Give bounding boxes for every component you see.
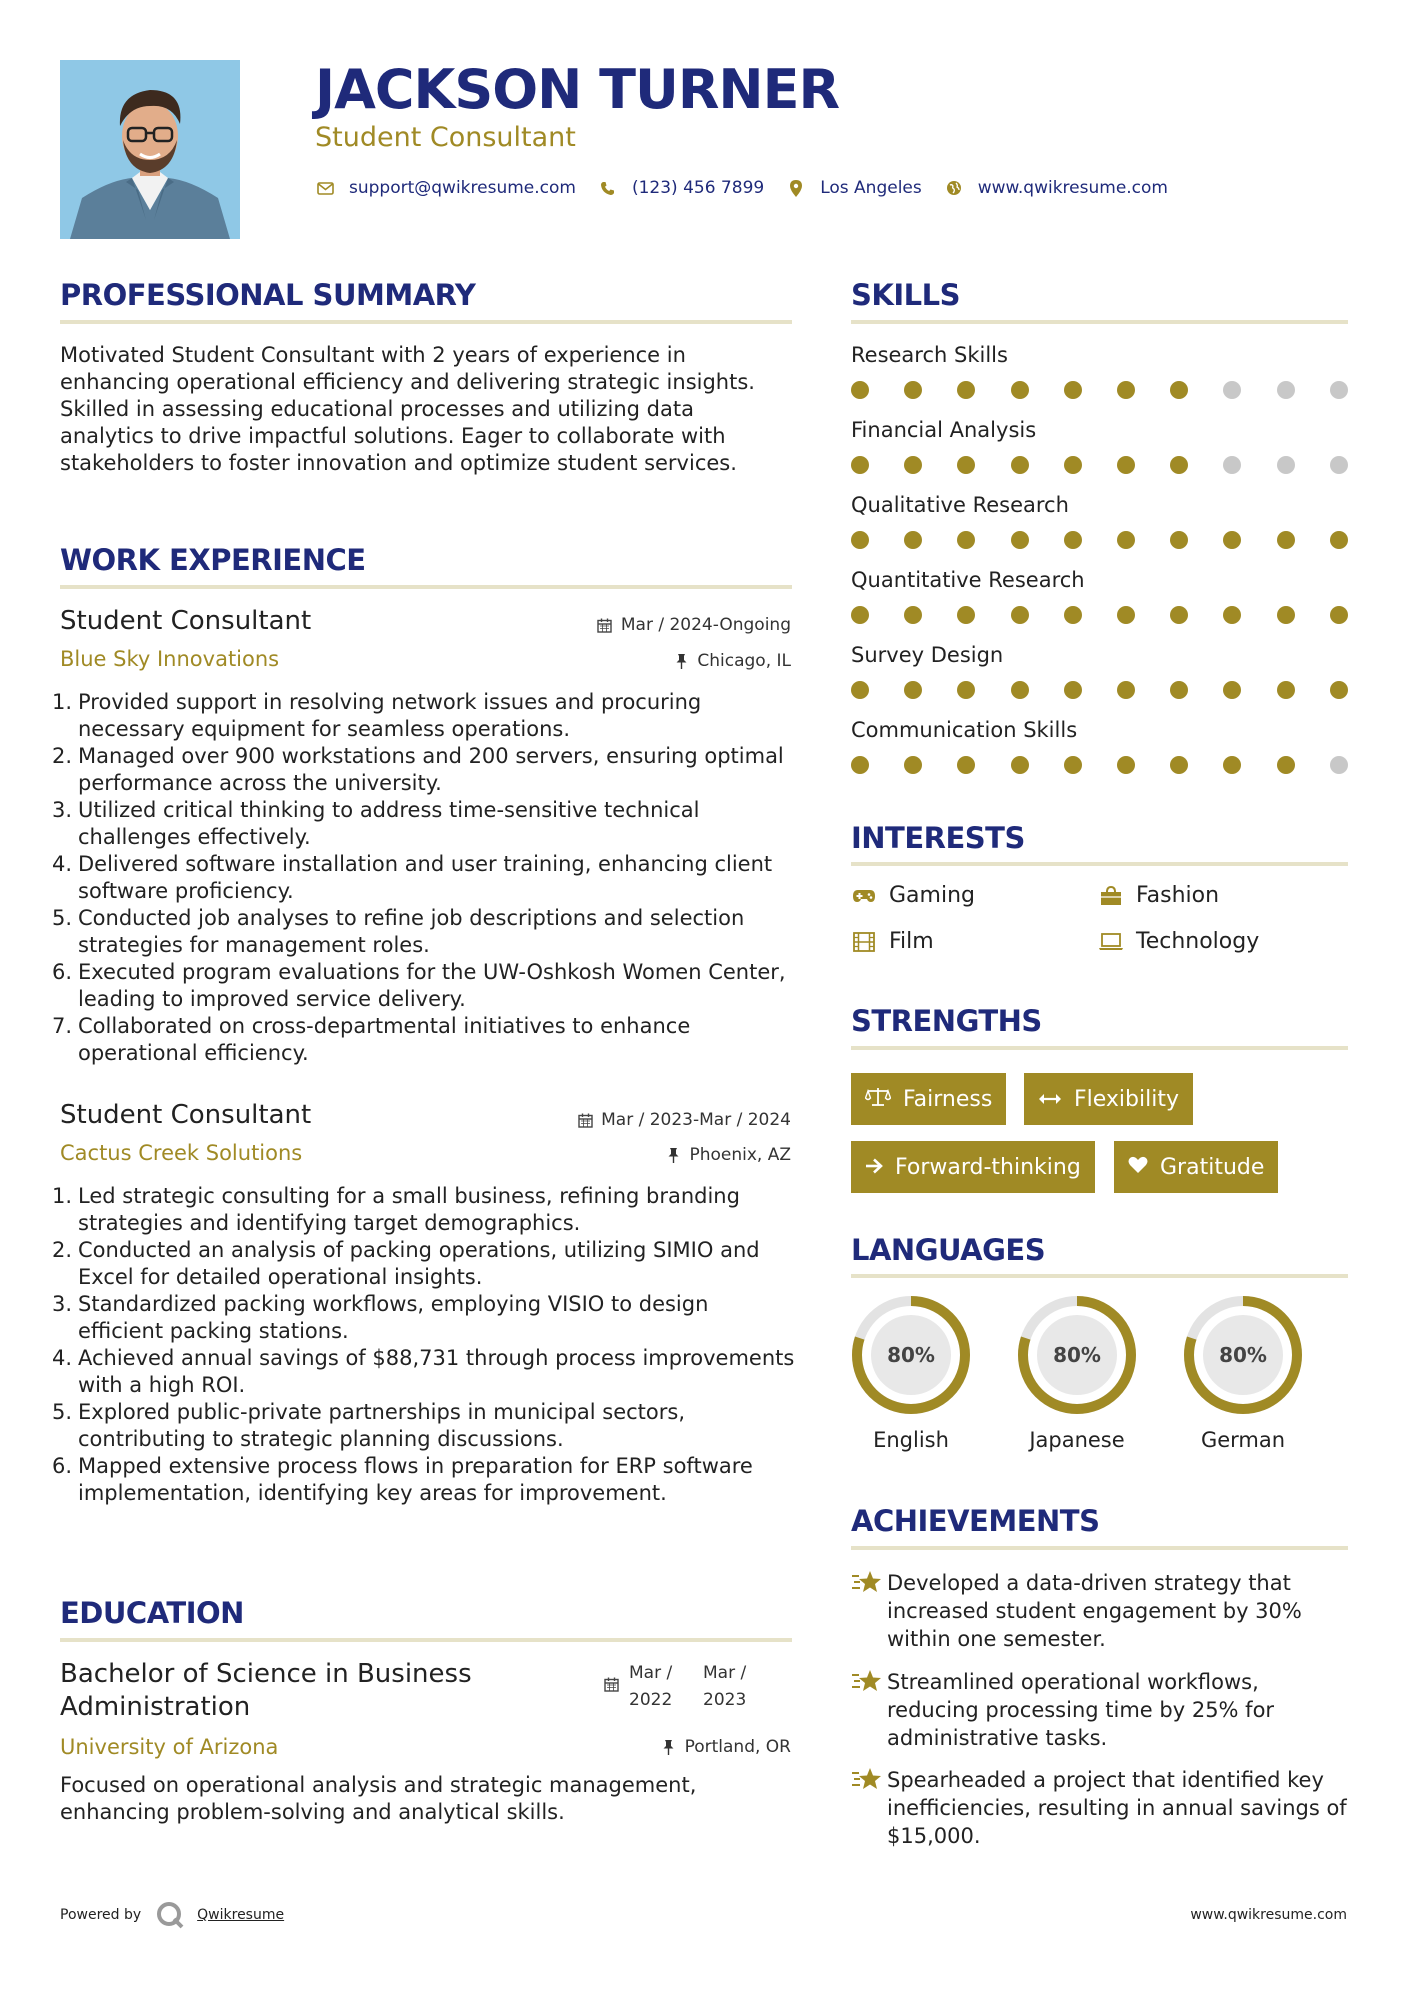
language-item <box>850 1294 972 1452</box>
skill-dot-filled <box>904 756 922 774</box>
skill-dot-filled <box>851 531 869 549</box>
section-title-education: EDUCATION <box>60 1596 244 1630</box>
skill-dot-filled <box>1277 531 1295 549</box>
education-degree: Bachelor of Science in Business Administration <box>60 1659 472 1722</box>
language-name: Japanese <box>1029 1428 1125 1452</box>
skill-dot-filled <box>904 606 922 624</box>
job-location-text: Chicago, IL <box>697 651 791 671</box>
skill-dot-filled <box>1170 756 1188 774</box>
skill-dot-filled <box>1011 381 1029 399</box>
list-item: 3. Utilized critical thinking to address time-sensitive technical challenges effectively. <box>52 798 700 849</box>
skill-dot-filled <box>1011 756 1029 774</box>
skill-dot-filled <box>1223 606 1241 624</box>
skill-dot-filled <box>851 681 869 699</box>
achievement-item <box>851 1569 1351 1653</box>
skill-dot-filled <box>904 531 922 549</box>
strength-label: Gratitude <box>1160 1154 1265 1180</box>
envelope-icon <box>315 182 335 195</box>
skill-dot-filled <box>957 531 975 549</box>
skill-rating <box>851 531 1351 551</box>
footer-branding <box>60 1900 284 1930</box>
language-name: German <box>1200 1428 1286 1452</box>
language-percent: 80% <box>887 1343 935 1367</box>
achievement-text: Streamlined operational workflows, reducing processing time by 25% for administrative tasks. <box>887 1670 1275 1750</box>
achievement-text: Spearheaded a project that identified key inefficiencies, resulting in annual savings of $15,000. <box>887 1768 1347 1848</box>
skill-dot-empty <box>1330 381 1348 399</box>
job-company: Cactus Creek Solutions <box>60 1141 303 1165</box>
shopping-bag-icon <box>1098 886 1124 906</box>
section-divider <box>60 585 792 589</box>
job-title: Student Consultant <box>60 1100 312 1130</box>
interest-label: Fashion <box>1136 883 1220 908</box>
film-icon <box>851 932 877 952</box>
interest-label: Gaming <box>889 883 975 908</box>
education-school: University of Arizona <box>60 1735 279 1759</box>
language-item <box>1016 1294 1138 1452</box>
skill-dot-filled <box>1330 681 1348 699</box>
skill-dot-filled <box>1117 606 1135 624</box>
skill-dot-filled <box>1223 756 1241 774</box>
skill-dot-empty <box>1330 456 1348 474</box>
interest-label: Film <box>889 929 934 954</box>
summary-text: Motivated Student Consultant with 2 years of experience in enhancing operational efficiency and delivering strategic insights. Skilled in assessing educational processes and utilizing data analytics to drive impactful solutions. Eager to collaborate with stakeholders to foster innovation and optimize student services. <box>60 343 755 475</box>
skill-name: Research Skills <box>851 343 1008 367</box>
job-date-text: Mar / 2024-Ongoing <box>620 615 791 635</box>
skill-dot-filled <box>1170 606 1188 624</box>
calendar-icon <box>604 1674 619 1714</box>
list-item: 2. Managed over 900 workstations and 200 servers, ensuring optimal performance across the university. <box>52 744 784 795</box>
interest-label: Technology <box>1136 929 1260 954</box>
job-title: Student Consultant <box>60 606 312 636</box>
contact-bar <box>315 178 1190 198</box>
job-location <box>673 651 791 671</box>
candidate-name: JACKSON TURNER <box>315 58 840 121</box>
skill-dot-filled <box>1117 756 1135 774</box>
skill-dot-filled <box>1064 456 1082 474</box>
section-title-languages: LANGUAGES <box>851 1233 1046 1267</box>
section-title-summary: PROFESSIONAL SUMMARY <box>60 278 476 312</box>
education-location <box>661 1737 791 1757</box>
skill-dot-filled <box>1223 681 1241 699</box>
language-progress-ring <box>1182 1294 1304 1416</box>
achievement-item <box>851 1766 1351 1850</box>
skill-dot-filled <box>957 456 975 474</box>
laptop-icon <box>1098 933 1124 951</box>
list-item: 4. Achieved annual savings of $88,731 through process improvements with a high ROI. <box>52 1346 795 1397</box>
skill-dot-filled <box>1011 681 1029 699</box>
contact-location <box>786 178 922 198</box>
globe-icon <box>944 180 964 196</box>
job-date-text: Mar / 2023-Mar / 2024 <box>601 1110 791 1130</box>
language-percent: 80% <box>1219 1343 1267 1367</box>
job-location-text: Phoenix, AZ <box>689 1145 791 1165</box>
skill-rating <box>851 756 1351 776</box>
skill-dot-filled <box>957 756 975 774</box>
skill-dot-empty <box>1223 381 1241 399</box>
list-item: 1. Led strategic consulting for a small business, refining branding strategies and identifying target demographics. <box>52 1184 740 1235</box>
education-dates <box>604 1660 765 1714</box>
arrows-horizontal-icon <box>1038 1087 1062 1111</box>
language-progress-ring <box>1016 1294 1138 1416</box>
education-description: Focused on operational analysis and strategic management, enhancing problem-solving and analytical skills. <box>60 1773 697 1824</box>
strength-label: Fairness <box>903 1086 993 1112</box>
job-location <box>665 1145 791 1165</box>
skill-dot-filled <box>1064 606 1082 624</box>
skill-dot-filled <box>904 456 922 474</box>
section-title-strengths: STRENGTHS <box>851 1004 1042 1038</box>
skill-dot-filled <box>1117 456 1135 474</box>
pushpin-icon <box>661 1740 677 1755</box>
language-percent: 80% <box>1053 1343 1101 1367</box>
contact-website[interactable] <box>944 178 1168 198</box>
strength-badge <box>1114 1141 1278 1193</box>
education-end-date: Mar / 2023 <box>703 1663 747 1710</box>
section-title-skills: SKILLS <box>851 278 960 312</box>
skill-dot-filled <box>1170 681 1188 699</box>
contact-website-text: www.qwikresume.com <box>977 178 1168 198</box>
interest-item <box>1098 929 1259 954</box>
footer-url[interactable]: www.qwikresume.com <box>1190 1907 1347 1923</box>
skill-dot-filled <box>1011 456 1029 474</box>
heart-icon <box>1128 1155 1148 1179</box>
skill-rating <box>851 456 1351 476</box>
interest-item <box>851 929 934 954</box>
skill-dot-filled <box>851 381 869 399</box>
contact-location-text: Los Angeles <box>820 178 922 198</box>
list-item: 6. Executed program evaluations for the UW-Oshkosh Women Center, leading to improved service delivery. <box>52 960 786 1011</box>
skill-dot-empty <box>1277 381 1295 399</box>
language-item <box>1182 1294 1304 1452</box>
skill-dot-filled <box>1277 756 1295 774</box>
skill-dot-filled <box>1223 531 1241 549</box>
qwikresume-logo-icon <box>155 1900 185 1930</box>
list-item: 2. Conducted an analysis of packing operations, utilizing SIMIO and Excel for detailed operational insights. <box>52 1238 760 1289</box>
job-date <box>597 615 791 635</box>
skill-dot-filled <box>957 681 975 699</box>
skill-dot-filled <box>851 456 869 474</box>
strength-badge <box>851 1141 1095 1193</box>
star-icon <box>851 1569 887 1653</box>
profile-photo <box>60 60 240 239</box>
phone-icon <box>598 181 618 196</box>
pushpin-icon <box>665 1148 681 1163</box>
skill-dot-filled <box>1064 381 1082 399</box>
education-start-date: Mar / 2022 <box>629 1663 673 1710</box>
balance-scale-icon <box>865 1087 891 1112</box>
brand-link[interactable]: Qwikresume <box>197 1907 285 1923</box>
job-company: Blue Sky Innovations <box>60 647 280 671</box>
strength-label: Flexibility <box>1074 1086 1179 1112</box>
contact-phone[interactable] <box>598 178 764 198</box>
section-divider <box>60 320 792 324</box>
calendar-icon <box>597 618 613 633</box>
achievement-text: Developed a data-driven strategy that increased student engagement by 30% within one semester. <box>887 1571 1302 1651</box>
skill-dot-filled <box>904 381 922 399</box>
skill-dot-filled <box>1170 531 1188 549</box>
skill-dot-empty <box>1277 456 1295 474</box>
skill-dot-filled <box>1277 606 1295 624</box>
pushpin-icon <box>673 654 689 669</box>
section-title-work: WORK EXPERIENCE <box>60 543 366 577</box>
skill-dot-filled <box>1064 531 1082 549</box>
section-divider <box>851 1046 1348 1050</box>
skill-dot-filled <box>1117 531 1135 549</box>
calendar-icon <box>577 1113 593 1128</box>
interest-item <box>851 883 975 908</box>
star-icon <box>851 1668 887 1752</box>
skill-dot-filled <box>957 606 975 624</box>
list-item: 5. Explored public-private partnerships in municipal sectors, contributing to strategic planning discussions. <box>52 1400 686 1451</box>
list-item: 1. Provided support in resolving network issues and procuring necessary equipment for seamless operations. <box>52 690 702 741</box>
skill-name: Financial Analysis <box>851 418 1037 442</box>
skill-dot-filled <box>904 681 922 699</box>
language-name: English <box>873 1428 949 1452</box>
language-progress-ring <box>850 1294 972 1416</box>
skill-dot-empty <box>1223 456 1241 474</box>
skill-rating <box>851 681 1351 701</box>
skill-name: Quantitative Research <box>851 568 1085 592</box>
map-pin-icon <box>786 180 806 197</box>
education-location-text: Portland, OR <box>684 1737 791 1757</box>
skill-name: Survey Design <box>851 643 1004 667</box>
job-date <box>577 1110 791 1130</box>
skill-name: Qualitative Research <box>851 493 1069 517</box>
section-divider <box>851 1546 1348 1550</box>
list-item: 4. Delivered software installation and user training, enhancing client software proficiency. <box>52 852 773 903</box>
skill-dot-filled <box>1117 381 1135 399</box>
skill-dot-filled <box>957 381 975 399</box>
strength-badge <box>851 1073 1006 1125</box>
candidate-title: Student Consultant <box>315 122 576 153</box>
skill-dot-filled <box>1011 531 1029 549</box>
skill-dot-filled <box>1170 456 1188 474</box>
skill-rating <box>851 606 1351 626</box>
contact-email[interactable] <box>315 178 576 198</box>
strength-label: Forward-thinking <box>895 1154 1081 1180</box>
gamepad-icon <box>851 889 877 903</box>
interest-item <box>1098 883 1219 908</box>
skill-dot-empty <box>1330 756 1348 774</box>
section-divider <box>851 320 1348 324</box>
arrow-right-icon <box>865 1155 883 1179</box>
strength-badge <box>1024 1073 1193 1125</box>
skill-dot-filled <box>1330 531 1348 549</box>
job-bullets <box>52 1183 797 1507</box>
skill-dot-filled <box>1011 606 1029 624</box>
section-divider <box>60 1638 792 1642</box>
skill-dot-filled <box>1170 381 1188 399</box>
list-item: 3. Standardized packing workflows, employing VISIO to design efficient packing stations. <box>52 1292 709 1343</box>
skill-dot-filled <box>1064 756 1082 774</box>
contact-phone-text: (123) 456 7899 <box>631 178 765 198</box>
skill-dot-filled <box>1277 681 1295 699</box>
section-title-achievements: ACHIEVEMENTS <box>851 1504 1100 1538</box>
skill-dot-filled <box>1330 606 1348 624</box>
skill-dot-filled <box>851 756 869 774</box>
job-bullets <box>52 689 797 1067</box>
skill-dot-filled <box>1064 681 1082 699</box>
section-divider <box>851 1274 1348 1278</box>
list-item: 5. Conducted job analyses to refine job descriptions and selection strategies for management roles. <box>52 906 745 957</box>
section-title-interests: INTERESTS <box>851 821 1025 855</box>
list-item: 7. Collaborated on cross-departmental initiatives to enhance operational efficiency. <box>52 1014 691 1065</box>
skill-rating <box>851 381 1351 401</box>
list-item: 6. Mapped extensive process flows in preparation for ERP software implementation, identifying key areas for improvement. <box>52 1454 753 1505</box>
achievement-item <box>851 1668 1351 1752</box>
skill-name: Communication Skills <box>851 718 1078 742</box>
skill-dot-filled <box>1117 681 1135 699</box>
contact-email-text: support@qwikresume.com <box>349 178 576 198</box>
powered-by-label: Powered by <box>60 1907 142 1923</box>
section-divider <box>851 862 1348 866</box>
skill-dot-filled <box>851 606 869 624</box>
star-icon <box>851 1766 887 1850</box>
